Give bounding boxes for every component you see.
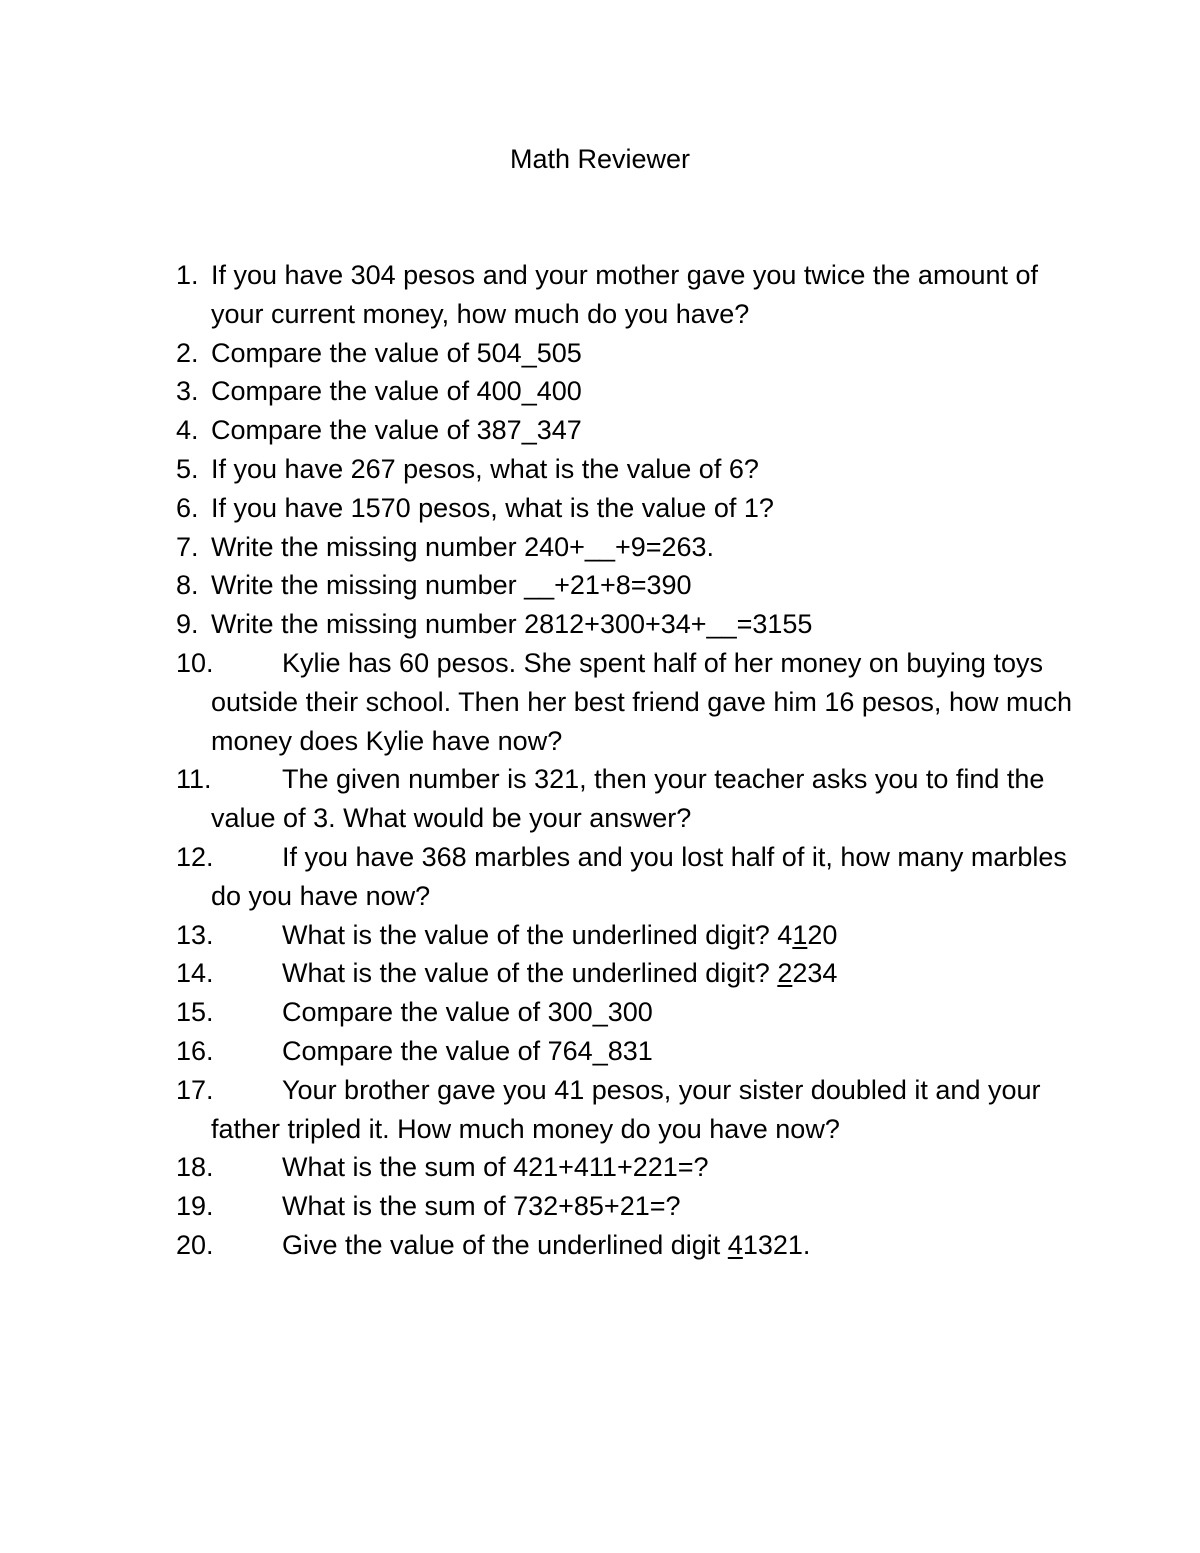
question-number: 18. — [176, 1152, 214, 1183]
underlined-digit: 1 — [792, 919, 808, 950]
question-text-prefix: What is the value of the underlined digit? — [282, 958, 778, 989]
question-number: 9. — [176, 609, 199, 640]
question-item — [176, 993, 1076, 1032]
question-item — [176, 838, 1076, 916]
question-text — [282, 958, 837, 988]
question-number: 2. — [176, 337, 199, 368]
question-item — [176, 1226, 1076, 1265]
question-text: Your brother gave you 41 pesos, your sister doubled it and your father tripled it. How much money do you have now? — [211, 1074, 1041, 1144]
question-number: 5. — [176, 453, 199, 484]
question-number: 10. — [176, 647, 214, 678]
question-number: 7. — [176, 531, 199, 562]
question-number: 17. — [176, 1074, 214, 1105]
question-item — [176, 644, 1076, 760]
question-item — [176, 372, 1076, 411]
question-item — [176, 1148, 1076, 1187]
question-text-prefix: Give the value of the underlined digit — [282, 1229, 728, 1260]
question-item — [176, 1187, 1076, 1226]
question-text: Write the missing number 2812+300+34+__=3155 — [211, 609, 813, 640]
question-text: Write the missing number 240+__+9=263. — [211, 531, 715, 562]
underlined-digit: 4 — [727, 1229, 743, 1260]
question-number: 4. — [176, 415, 199, 446]
question-item — [176, 450, 1076, 489]
question-text: Write the missing number __+21+8=390 — [211, 570, 692, 601]
question-text-suffix: 234 — [792, 958, 838, 989]
question-text: The given number is 321, then your teacher asks you to find the value of 3. What would be your answer? — [211, 764, 1045, 834]
question-text: Compare the value of 504_505 — [211, 337, 582, 368]
underlined-digit: 2 — [777, 958, 793, 989]
question-text: Compare the value of 387_347 — [211, 415, 582, 446]
question-text: What is the sum of 421+411+221=? — [282, 1152, 709, 1183]
question-number: 8. — [176, 570, 199, 601]
question-number: 16. — [176, 1035, 214, 1066]
question-number: 19. — [176, 1191, 214, 1222]
question-text: If you have 1570 pesos, what is the value of 1? — [211, 492, 774, 523]
question-number: 3. — [176, 376, 199, 407]
question-text: Kylie has 60 pesos. She spent half of her money on buying toys outside their school. Then her best friend gave him 16 pesos, how much money does Kylie have now? — [211, 647, 1072, 756]
question-number: 6. — [176, 492, 199, 523]
question-item — [176, 954, 1076, 993]
question-text: If you have 368 marbles and you lost half of it, how many marbles do you have now? — [211, 841, 1067, 911]
question-text: Compare the value of 764_831 — [282, 1035, 653, 1066]
question-item — [176, 411, 1076, 450]
question-text-prefix: What is the value of the underlined digit? 4 — [282, 919, 793, 950]
question-number: 13. — [176, 919, 214, 950]
question-number: 15. — [176, 997, 214, 1028]
question-list — [176, 256, 1076, 1265]
question-text: If you have 304 pesos and your mother gave you twice the amount of your current money, how much do you have? — [211, 260, 1039, 329]
question-item — [176, 1071, 1076, 1149]
question-text: Compare the value of 400_400 — [211, 376, 582, 407]
question-item — [176, 334, 1076, 373]
question-number: 1. — [176, 260, 199, 290]
question-text: Compare the value of 300_300 — [282, 997, 653, 1028]
question-text — [282, 920, 837, 950]
question-item — [176, 916, 1076, 955]
document-title: Math Reviewer — [509, 144, 691, 174]
question-item — [176, 605, 1076, 644]
question-item — [176, 566, 1076, 605]
question-item — [176, 760, 1076, 838]
question-text-suffix: 20 — [807, 919, 838, 950]
question-text: If you have 267 pesos, what is the value of 6? — [211, 453, 759, 484]
question-item — [176, 1032, 1076, 1071]
question-item — [176, 489, 1076, 528]
question-text: What is the sum of 732+85+21=? — [282, 1191, 681, 1222]
question-number: 14. — [176, 958, 214, 989]
question-number: 20. — [176, 1229, 214, 1260]
question-item — [176, 256, 1076, 334]
question-item — [176, 528, 1076, 567]
question-text-suffix: 1321. — [742, 1229, 811, 1260]
question-number: 12. — [176, 841, 214, 872]
question-text — [282, 1230, 810, 1260]
question-number: 11. — [176, 764, 212, 795]
